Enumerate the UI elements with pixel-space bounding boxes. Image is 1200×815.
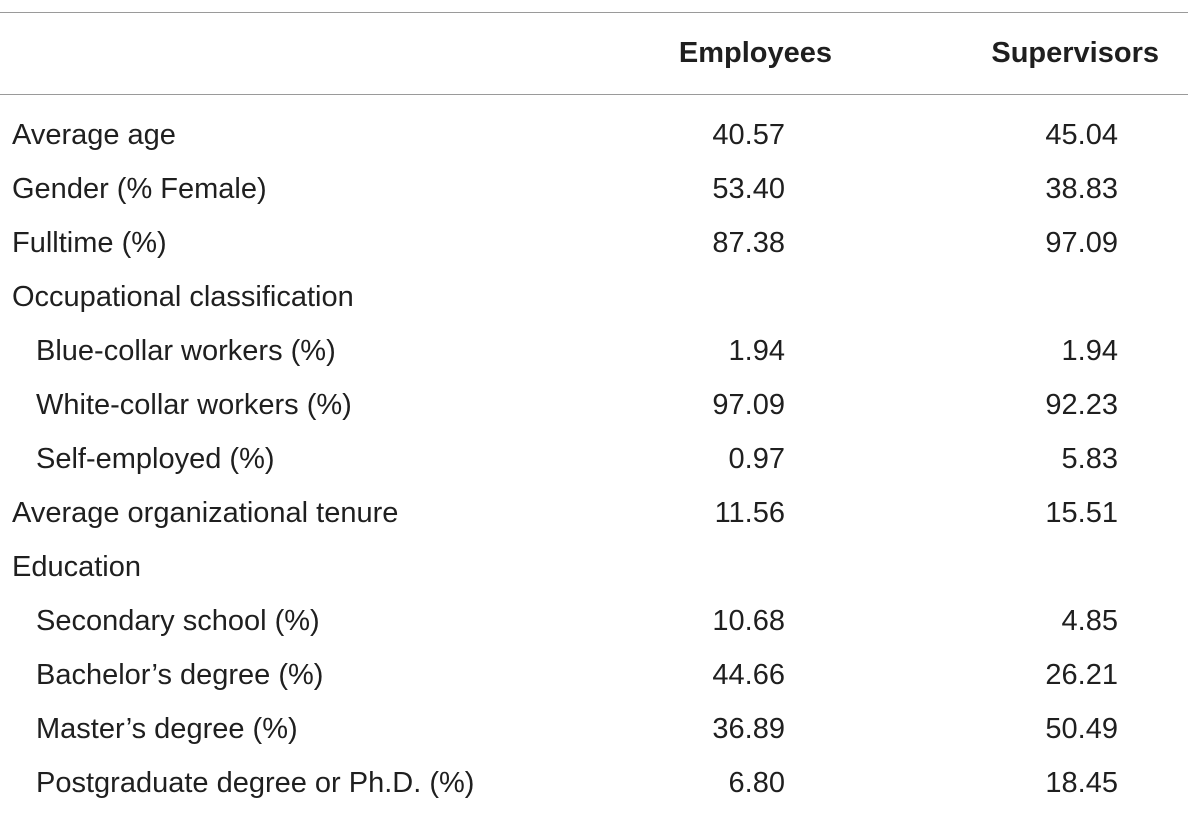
table-row: [0, 216, 1188, 270]
supervisors-value: 92.23: [1045, 389, 1118, 421]
table-row: [0, 324, 1188, 378]
row-label: White-collar workers (%): [36, 389, 352, 421]
row-label: Secondary school (%): [36, 605, 320, 637]
employees-value: 87.38: [712, 227, 785, 259]
table-row: [0, 486, 1188, 540]
supervisors-value: 26.21: [1045, 659, 1118, 691]
employees-value: 53.40: [712, 173, 785, 205]
row-label: Self-employed (%): [36, 443, 275, 475]
row-label: Average organizational tenure: [12, 497, 399, 529]
column-header-employees: Employees: [678, 37, 832, 69]
employees-value: 1.94: [728, 335, 785, 367]
table-row: [0, 594, 1188, 648]
supervisors-value: 1.94: [1061, 335, 1118, 367]
employees-value: 97.09: [712, 389, 785, 421]
table-row: [0, 162, 1188, 216]
table-body: [0, 108, 1188, 810]
row-label: Postgraduate degree or Ph.D. (%): [36, 767, 475, 799]
table-row: [0, 648, 1188, 702]
table-row: [0, 756, 1188, 810]
employees-value: 36.89: [712, 713, 785, 745]
table-top-rule: [0, 12, 1188, 13]
table-header-rule: [0, 94, 1188, 95]
employees-value: 10.68: [712, 605, 785, 637]
row-label: Bachelor’s degree (%): [36, 659, 324, 691]
employees-value: 11.56: [714, 497, 785, 529]
row-label: Blue-collar workers (%): [36, 335, 336, 367]
employees-value: 6.80: [728, 767, 785, 799]
column-header-supervisors: Supervisors: [991, 37, 1159, 69]
table-section-row: [0, 540, 1188, 594]
table-row: [0, 108, 1188, 162]
supervisors-value: 45.04: [1045, 119, 1118, 151]
supervisors-value: 50.49: [1045, 713, 1118, 745]
employees-value: 0.97: [728, 443, 785, 475]
supervisors-value: 5.83: [1061, 443, 1118, 475]
supervisors-value: 38.83: [1045, 173, 1118, 205]
row-label: Master’s degree (%): [36, 713, 298, 745]
section-label: Occupational classification: [12, 281, 354, 313]
employees-value: 40.57: [712, 119, 785, 151]
supervisors-value: 4.85: [1061, 605, 1118, 637]
row-label: Average age: [12, 119, 176, 151]
section-label: Education: [12, 551, 141, 583]
supervisors-value: 97.09: [1045, 227, 1118, 259]
table-row: [0, 378, 1188, 432]
row-label: Gender (% Female): [12, 173, 267, 205]
supervisors-value: 15.51: [1045, 497, 1118, 529]
table-row: [0, 702, 1188, 756]
table-row: [0, 432, 1188, 486]
table-section-row: [0, 270, 1188, 324]
row-label: Fulltime (%): [12, 227, 167, 259]
employees-value: 44.66: [712, 659, 785, 691]
supervisors-value: 18.45: [1045, 767, 1118, 799]
